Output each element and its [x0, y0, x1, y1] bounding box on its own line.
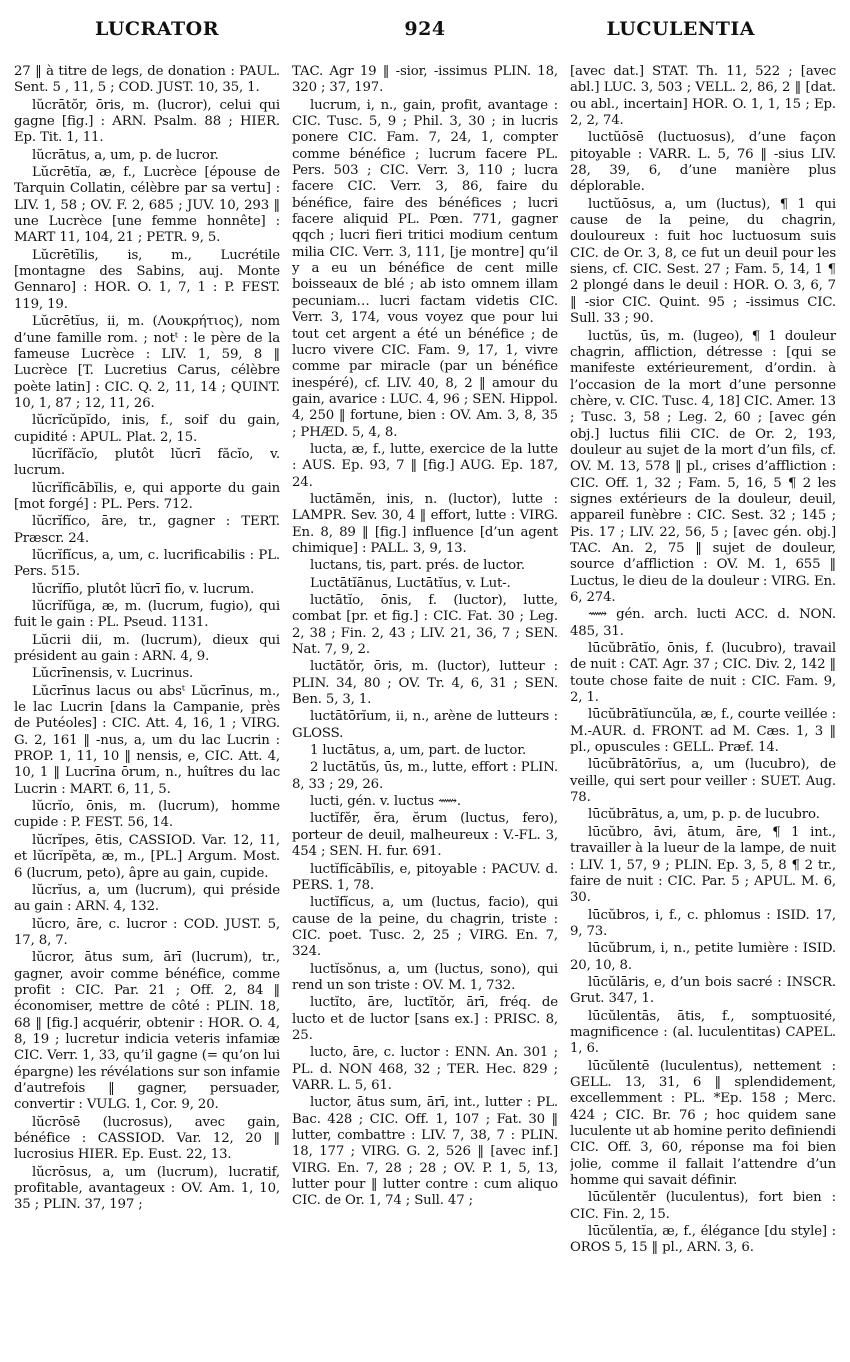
dictionary-entry: luctĭto, āre, luctĭtŏr, ārī, fréq. de lucto et de luctor [sans ex.] : PRISC. 8, 25.	[292, 995, 558, 1043]
dictionary-entry: lūcŭbrātĭuncŭla, æ, f., courte veillée : M.-AUR. d. FRONT. ad M. Cæs. 1, 3 ‖ pl., opuscules : GELL. Præf. 14.	[570, 707, 836, 756]
dictionary-entry: lūcŭbrum, i, n., petite lumière : ISID. 20, 10, 8.	[570, 941, 836, 973]
dictionary-entry: lŭcrĭfĭcus, a, um, c. lucrificabilis : PL. Pers. 515.	[14, 547, 280, 580]
dictionary-entry: lūcŭbrātus, a, um, p. p. de lucubro.	[588, 807, 820, 823]
dictionary-entry: lŭcrĭcŭpĭdo, inis, f., soif du gain, cupidité : APUL. Plat. 2, 15.	[14, 413, 280, 445]
dictionary-entry: lūcŭbros, i, f., c. phlomus : ISID. 17, 9, 73.	[570, 907, 836, 939]
dictionary-entry: luctans, tis, part. prés. de luctor.	[310, 558, 525, 574]
dictionary-entry: luctĭfĭcus, a, um (luctus, facio), qui cause de la peine, du chagrin, triste : CIC. poet. Tusc. 2, 25 ; VIRG. En. 7, 324.	[292, 895, 558, 960]
header-right-guideword: LUCULENTIA	[606, 18, 755, 40]
dictionary-entry: luctor, ātus sum, ārī, int., lutter : PL. Bac. 428 ; CIC. Off. 1, 107 ; Fat. 30 ‖ lutter, combattre : LIV. 7, 38, 7 : PLIN. 18, 177 ; VIRG. G. 2, 526 ‖ [avec inf.] VIRG. En. 7, 28 ; 28 ; OV. P. 1, 5, 13, lutter pour ‖ lutter contre : cum aliquo CIC. de Or. 1, 74 ; Sull. 47 ;	[292, 1095, 558, 1209]
dictionary-entry: lŭcrĭpes, ētis, CASSIOD. Var. 12, 11, et lŭcrĭpĕta, æ, m., [PL.] Argum. Most. 6 (lucrum, peto), âpre au gain, cupide.	[14, 832, 280, 881]
column-2	[292, 64, 558, 1354]
dictionary-entry: 27 ‖ à titre de legs, de donation : PAUL. Sent. 5 , 11, 5 ; COD. JUST. 10, 35, 1.	[14, 64, 280, 96]
column-1	[14, 64, 280, 1354]
dictionary-entry: lucrum, i, n., gain, profit, avantage : CIC. Tusc. 5, 9 ; Phil. 3, 30 ; in lucris ponere CIC. Fam. 7, 24, 1, compter comme bénéfice ; lucrum facere PL. Pers. 503 ; CIC. Verr. 3, 110 ; lucra facere CIC. Verr. 3, 86, faire du bénéfice, faire des bénéfices ; lucri facere aliquid PL. Pœn. 771, gagner qqch ; lucri fieri tritici modium centum milia CIC. Verr. 3, 111, [je montre] qu’il y a eu un bénéfice de cent mille boisseaux de blé ; ab isto omnem illam pecuniam… lucri factam videtis CIC. Verr. 3, 174, vous voyez que pour lui tout cet argent a été un bénéfice ; de lucro vivere CIC. Fam. 9, 17, 1, vivre comme par miracle (par un bénéfice inespéré), cf. LIV. 40, 8, 2 ‖ amour du gain, avarice : LUC. 4, 96 ; SEN. Hippol. 4, 250 ‖ fortune, bien : OV. Am. 3, 8, 35 ; PHÆD. 5, 4, 8.	[292, 97, 558, 440]
column-3	[570, 64, 836, 1354]
dictionary-entry: luctŭōsus, a, um (luctus), ¶ 1 qui cause de la peine, du chagrin, douloureux : fuit hoc luctuosum suis CIC. de Or. 3, 8, ce fut un deuil pour les siens, cf. CIC. Sest. 27 ; Fam. 5, 14, 1 ¶ 2 plongé dans le deuil : HOR. O. 3, 6, 7 ‖ -sior CIC. Quint. 95 ; -issimus CIC. Sull. 33 ; 90.	[570, 196, 836, 327]
dictionary-entry: lūcŭlentē (luculentus), nettement : GELL. 13, 31, 6 ‖ splendidement, excellemment : PL. *Ep. 158 ; Merc. 424 ; CIC. Br. 76 ; hoc quidem sane luculente ut ab homine perito definiendi CIC. Off. 3, 60, réponse ma foi bien jolie, comme il fallait l’attendre d’un homme qui savait définir.	[570, 1058, 836, 1189]
dictionary-entry: [avec dat.] STAT. Th. 11, 522 ; [avec abl.] LUC. 3, 503 ; VELL. 2, 86, 2 ‖ [dat. ou abl., incertain] HOR. O. 1, 1, 15 ; Ep. 2, 2, 74.	[570, 64, 836, 129]
dictionary-entry: lŭcrātus, a, um, p. de lucror.	[32, 147, 219, 163]
dictionary-entry: Lŭcrīnus lacus ou absᵗ Lŭcrīnus, m., le lac Lucrin [dans la Campanie, près de Putéoles] : CIC. Att. 4, 16, 1 ; VIRG. G. 2, 161 ‖ -nus, a, um du lac Lucrin : PROP. 1, 11, 10 ‖ nensis, e, CIC. Att. 4, 10, 1 ‖ Lucrīna ōrum, n., huîtres du lac Lucrin : MART. 6, 11, 5.	[14, 683, 280, 797]
dictionary-entry: lŭcrĭfĭcābĭlis, e, qui apporte du gain [mot forgé] : PL. Pers. 712.	[14, 480, 280, 512]
dictionary-entry: luctāmĕn, inis, n. (luctor), lutte : LAMPR. Sev. 30, 4 ‖ effort, lutte : VIRG. En. 8, 89 ‖ [fig.] influence [d’un agent chimique] : PALL. 3, 9, 13.	[292, 491, 558, 556]
dictionary-entry: luctĭfĭcābĭlis, e, pitoyable : PACUV. d. PERS. 1, 78.	[292, 861, 558, 893]
dictionary-entry: luctĭfĕr, ĕra, ĕrum (luctus, fero), porteur de deuil, malheureux : V.-FL. 3, 454 ; SEN. H. fur. 691.	[292, 811, 558, 860]
dictionary-entry: lūcŭlentĭa, æ, f., élégance [du style] : OROS 5, 15 ‖ pl., ARN. 3, 6.	[570, 1224, 836, 1256]
dictionary-entry: lūcŭbrātōrĭus, a, um (lucubro), de veille, qui sert pour veiller : SUET. Aug. 78.	[570, 757, 836, 806]
dictionary-entry: Lŭcrētĭus, ii, m. (Λουκρήτιος), nom d’une famille rom. ; notᵗ : le père de la fameuse Lucrèce : LIV. 1, 59, 8 ‖ Lucrèce [T. Lucretius Carus, célèbre poète latin] : CIC. Q. 2, 11, 14 ; QUINT. 10, 1, 87 ; 12, 11, 26.	[14, 314, 280, 411]
dictionary-entry: lŭcrĭo, ōnis, m. (lucrum), homme cupide : P. FEST. 56, 14.	[14, 799, 280, 831]
dictionary-entry: luctĭsŏnus, a, um (luctus, sono), qui rend un son triste : OV. M. 1, 732.	[292, 961, 558, 993]
dictionary-entry: Lŭcrīnensis, v. Lucrinus.	[32, 666, 194, 682]
dictionary-entry: Lŭcrii dii, m. (lucrum), dieux qui président au gain : ARN. 4, 9.	[14, 632, 280, 665]
dictionary-entry: 2 luctātŭs, ūs, m., lutte, effort : PLIN. 8, 33 ; 29, 26.	[292, 760, 558, 792]
dictionary-entry: lŭcrātŏr, ōris, m. (lucror), celui qui gagne [fig.] : ARN. Psalm. 88 ; HIER. Ep. Tit. 1, 11.	[14, 97, 280, 146]
dictionary-entry: lŭcrĭfŭga, æ, m. (lucrum, fugio), qui fuit le gain : PL. Pseud. 1131.	[14, 599, 280, 631]
dictionary-entry: Lŭcrētĭa, æ, f., Lucrèce [épouse de Tarquin Collatin, célèbre par sa vertu] : LIV. 1, 58 ; OV. F. 2, 685 ; JUV. 10, 293 ‖ une Lucrèce [une femme honnête] : MART 11, 104, 21 ; PETR. 9, 5.	[14, 165, 280, 246]
dictionary-entry: lūcŭbrātĭo, ōnis, f. (lucubro), travail de nuit : CAT. Agr. 37 ; CIC. Div. 2, 142 ‖ toute chose faite de nuit : CIC. Fam. 9, 2, 1.	[570, 641, 836, 706]
dictionary-entry: lŭcrĭus, a, um (lucrum), qui préside au gain : ARN. 4, 132.	[14, 882, 280, 915]
dictionary-entry: lŭcrōsus, a, um (lucrum), lucratif, profitable, avantageux : OV. Am. 1, 10, 35 ; PLIN. 37, 197 ;	[14, 1164, 280, 1213]
dictionary-entry: lūcŭbro, āvi, ātum, āre, ¶ 1 int., travailler à la lueur de la lampe, de nuit : LIV. 1, 57, 9 ; PLIN. Ep. 3, 5, 8 ¶ 2 tr., faire de nuit : CIC. Par. 5 ; APUL. M. 6, 30.	[570, 824, 836, 906]
dictionary-entry: luctātōrĭum, ii, n., arène de lutteurs : GLOSS.	[292, 709, 558, 741]
running-header	[0, 18, 850, 52]
dictionary-entry: TAC. Agr 19 ‖ -sior, -issimus PLIN. 18, 320 ; 37, 197.	[292, 64, 558, 96]
dictionary-entry: luctātĭo, ōnis, f. (luctor), lutte, combat [pr. et fig.] : CIC. Fat. 30 ; Leg. 2, 38 ; Fin. 2, 43 ; LIV. 21, 36, 7 ; SEN. Nat. 7, 9, 2.	[292, 593, 558, 658]
dictionary-entry: lūcŭlentās, ātis, f., somptuosité, magnificence : (al. luculentitas) CAPEL. 1, 6.	[570, 1008, 836, 1057]
dictionary-entry: lucti, gén. v. luctus ⟿.	[310, 794, 462, 810]
dictionary-entry: lūcŭlentĕr (luculentus), fort bien : CIC. Fin. 2, 15.	[570, 1190, 836, 1222]
dictionary-entry: luctŭōsē (luctuosus), d’une façon pitoyable : VARR. L. 5, 76 ‖ -sius LIV. 28, 39, 6, d’une manière plus déplorable.	[570, 130, 836, 195]
dictionary-entry: lucta, æ, f., lutte, exercice de la lutte : AUS. Ep. 93, 7 ‖ [fig.] AUG. Ep. 187, 24.	[292, 441, 558, 490]
dictionary-entry: 1 luctātus, a, um, part. de luctor.	[310, 743, 527, 759]
dictionary-entry: lucto, āre, c. luctor : ENN. An. 301 ; PL. d. NON 468, 32 ; TER. Hec. 829 ; VARR. L. 5, 61.	[292, 1045, 558, 1093]
dictionary-entry: lŭcrĭfĭco, āre, tr., gagner : TERT. Præscr. 24.	[14, 514, 280, 546]
dictionary-entry: lŭcro, āre, c. lucror : COD. JUST. 5, 17, 8, 7.	[14, 916, 280, 948]
dictionary-entry: Luctātĭānus, Luctātĭus, v. Lut-.	[310, 575, 511, 591]
dictionary-entry: Lŭcrētĭlis, is, m., Lucrétile [montagne des Sabins, auj. Monte Gennaro] : HOR. O. 1, 7, 1 : P. FEST. 119, 19.	[14, 247, 280, 312]
dictionary-entry: lŭcrĭfăcĭo, plutôt lŭcrī făcĭo, v. lucrum.	[14, 446, 280, 479]
dictionary-entry: lūcŭlāris, e, d’un bois sacré : INSCR. Grut. 347, 1.	[570, 974, 836, 1007]
dictionary-entry: luctŭs, ūs, m. (lugeo), ¶ 1 douleur chagrin, affliction, détresse : [qui se manifeste extérieurement, d’ordin. à l’occasion de la mort d’une personne chère, v. CIC. Tusc. 4, 18] CIC. Amer. 13 ; Tusc. 3, 58 ; Leg. 2, 60 ; [avec gén obj.] luctus filii CIC. de Or. 2, 193, douleur au sujet de la mort d’un fils, cf. OV. M. 13, 578 ‖ pl., crises d’affliction : CIC. Off. 1, 32 ; Fam. 5, 16, 5 ¶ 2 les signes extérieurs de la douleur, deuil, appareil funèbre : CIC. Sest. 32 ; 145 ; Pis. 17 ; LIV. 22, 56, 5 ; [avec gén. obj.] TAC. An. 2, 75 ‖ sujet de douleur, source d’affliction : OV. M. 1, 655 ‖ Luctus, le dieu de la douleur : VIRG. En. 6, 274.	[570, 328, 836, 605]
header-left-guideword: LUCRATOR	[95, 18, 219, 40]
page-number: 924	[404, 18, 446, 40]
dictionary-entry: ⟿ gén. arch. lucti ACC. d. NON. 485, 31.	[570, 607, 836, 639]
dictionary-entry: luctātŏr, ōris, m. (luctor), lutteur : PLIN. 34, 80 ; OV. Tr. 4, 6, 31 ; SEN. Ben. 5, 3, 1.	[292, 659, 558, 708]
dictionary-entry: lŭcror, ātus sum, ārī (lucrum), tr., gagner, avoir comme bénéfice, comme profit : CIC. Par. 21 ; Off. 2, 84 ‖ économiser, mettre de côté : PLIN. 18, 68 ‖ [fig.] acquérir, obtenir : HOR. O. 4, 8, 19 ; lucretur indicia veteris infamiæ CIC. Verr. 1, 33, qu’il gagne (= qu’on lui épargne) les révélations sur son infamie d’autrefois ‖ gagner, persuader, convertir : VULG. 1, Cor. 9, 20.	[14, 950, 280, 1113]
dictionary-entry: lŭcrĭfīo, plutôt lŭcrī fīo, v. lucrum.	[32, 581, 255, 597]
dictionary-entry: lŭcrōsē (lucrosus), avec gain, bénéfice : CASSIOD. Var. 12, 20 ‖ lucrosius HIER. Ep. Eust. 22, 13.	[14, 1114, 280, 1163]
dictionary-columns	[14, 64, 836, 1354]
